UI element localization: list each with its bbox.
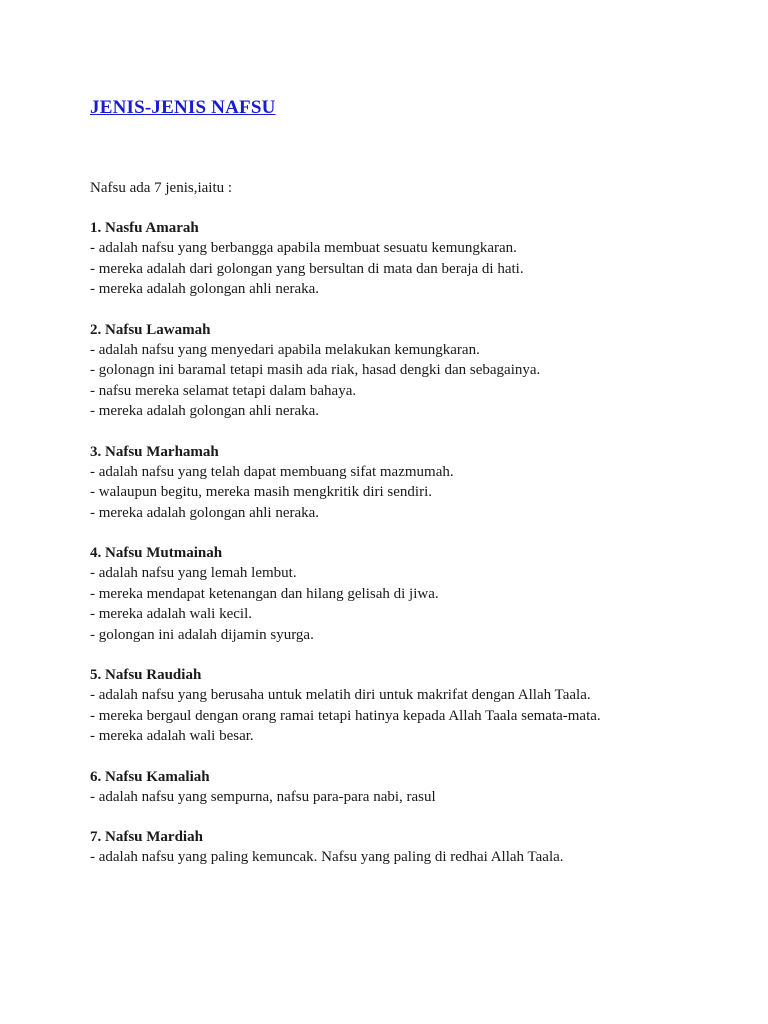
section-heading: 5. Nafsu Raudiah xyxy=(90,667,202,683)
document-title[interactable]: JENIS-JENIS NAFSU xyxy=(90,97,276,118)
section-line: - mereka adalah golongan ahli neraka. xyxy=(90,281,320,297)
section-5 xyxy=(90,665,740,747)
section-2 xyxy=(90,320,740,422)
section-4 xyxy=(90,543,740,645)
section-line: - adalah nafsu yang menyedari apabila melakukan kemungkaran. xyxy=(90,341,480,358)
section-line: - adalah nafsu yang sempurna, nafsu para-para nabi, rasul xyxy=(90,788,436,805)
section-line: - adalah nafsu yang berusaha untuk melatih diri untuk makrifat dengan Allah Taala. xyxy=(90,687,591,703)
section-heading: 3. Nafsu Marhamah xyxy=(90,443,219,460)
section-heading: 6. Nafsu Kamaliah xyxy=(90,768,210,785)
section-line: - mereka adalah golongan ahli neraka. xyxy=(90,403,320,419)
section-line: - walaupun begitu, mereka masih mengkritik diri sendiri. xyxy=(90,484,432,500)
section-line: - golongan ini adalah dijamin syurga. xyxy=(90,626,314,643)
section-heading: 1. Nasfu Amarah xyxy=(90,220,199,236)
sections-list xyxy=(90,218,740,868)
section-3 xyxy=(90,442,740,524)
section-heading: 2. Nafsu Lawamah xyxy=(90,321,211,338)
section-line: - adalah nafsu yang telah dapat membuang sifat mazmumah. xyxy=(90,463,454,480)
section-line: - mereka adalah wali besar. xyxy=(90,728,254,744)
section-line: - mereka bergaul dengan orang ramai tetapi hatinya kepada Allah Taala semata-mata. xyxy=(90,707,601,724)
section-7 xyxy=(90,827,740,868)
section-line: - golonagn ini baramal tetapi masih ada riak, hasad dengki dan sebagainya. xyxy=(90,362,541,378)
section-line: - mereka mendapat ketenangan dan hilang gelisah di jiwa. xyxy=(90,585,439,602)
section-line: - mereka adalah wali kecil. xyxy=(90,606,252,622)
section-line: - adalah nafsu yang lemah lembut. xyxy=(90,565,297,581)
document-page xyxy=(90,92,740,868)
section-line: - nafsu mereka selamat tetapi dalam bahaya. xyxy=(90,382,357,399)
section-line: - mereka adalah golongan ahli neraka. xyxy=(90,504,320,521)
section-line: - adalah nafsu yang paling kemuncak. Nafsu yang paling di redhai Allah Taala. xyxy=(90,849,564,865)
section-line: - adalah nafsu yang berbangga apabila membuat sesuatu kemungkaran. xyxy=(90,240,517,256)
section-heading: 4. Nafsu Mutmainah xyxy=(90,545,223,561)
section-heading: 7. Nafsu Mardiah xyxy=(90,829,203,845)
section-line: - mereka adalah dari golongan yang bersultan di mata dan beraja di hati. xyxy=(90,260,524,277)
section-6 xyxy=(90,767,740,808)
document-intro: Nafsu ada 7 jenis,iaitu : xyxy=(90,180,233,196)
section-1 xyxy=(90,218,740,300)
